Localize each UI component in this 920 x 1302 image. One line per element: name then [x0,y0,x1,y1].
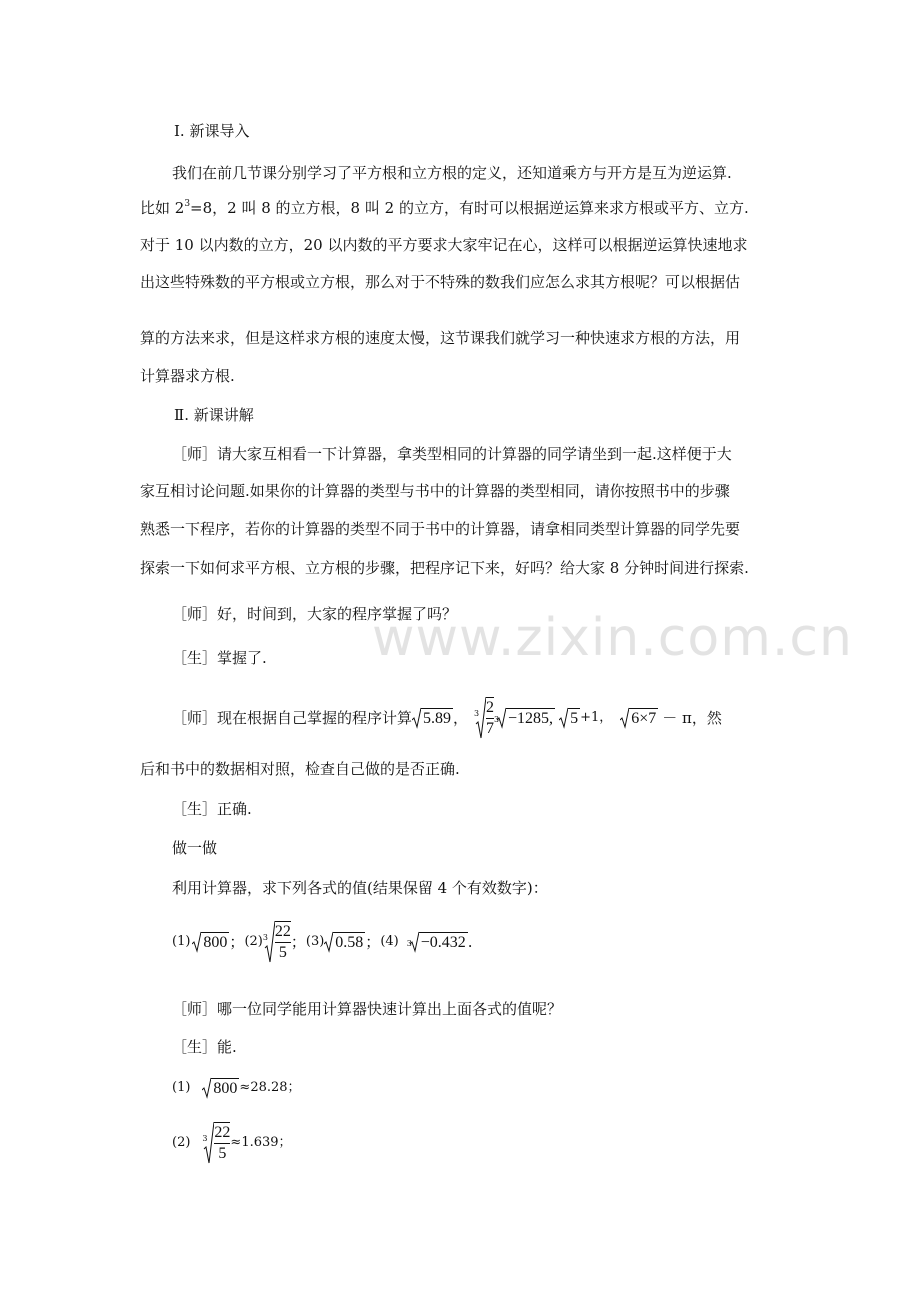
paragraph-line: ［师］请大家互相看一下计算器，拿类型相同的计算器的同学请坐到一起.这样便于大 [172,445,732,463]
item-label: (1) [172,934,191,949]
radicand: −1285, [508,710,554,727]
radicand: 800 [213,1080,238,1097]
denominator: 5 [218,1145,227,1162]
cbrt-fraction-expression [474,696,494,740]
exercise-line [172,920,473,964]
root-index: 3 [202,1134,208,1143]
section-heading-2: Ⅱ. 新课讲解 [174,406,254,424]
paragraph-line: 熟悉一下程序，若你的计算器的类型不同于书中的计算器，请拿相同类型计算器的同学先要 [140,520,741,538]
cbrt-expression [407,931,468,953]
root-index: 3 [262,933,268,942]
sqrt-expression [559,707,580,729]
numerator: 2 [486,699,495,716]
root-index: 3 [494,715,500,724]
numerator: 22 [214,1124,231,1141]
radicand: 5 [570,710,579,727]
text-span: － π，然 [662,709,722,727]
sqrt-expression [620,707,658,729]
numerator: 22 [274,923,291,940]
radicand: 0.58 [335,934,364,951]
superscript: 3 [184,199,191,209]
root-index: 3 [406,939,412,948]
paragraph-line: 出这些特殊数的平方根或立方根，那么对于不特殊的数我们应怎么求其方根呢？可以根据估 [140,273,741,291]
item-label: (2) [172,1135,191,1150]
item-label: (2) [244,934,263,949]
text-span: =8，2 叫 8 的立方根，8 叫 2 的立方，有时可以根据逆运算来求方根或平方、立方. [190,199,749,217]
paragraph-line: ［师］哪一位同学能用计算器快速计算出上面各式的值呢？ [172,1000,563,1018]
fraction [214,1122,230,1164]
text-span: ， [453,709,469,727]
item-label: (1) [172,1080,191,1095]
paragraph-line: 后和书中的数据相对照，检查自己做的是否正确. [140,760,460,778]
separator: ； [365,933,381,951]
radicand: 800 [203,934,228,951]
paragraph-line: ［师］好，时间到，大家的程序掌握了吗？ [172,605,458,623]
answer-line [172,1074,301,1102]
paragraph-line: 计算器求方根. [140,367,235,385]
radical-sign [324,931,333,953]
radical-sign [620,707,629,729]
paragraph-line: 算的方法来求，但是这样求方根的速度太慢，这节课我们就学习一种快速求方根的方法，用 [140,329,741,347]
section-heading-1: Ⅰ. 新课导入 [174,122,250,140]
paragraph-line: 家互相讨论问题.如果你的计算器的类型与书中的计算器的类型相同，请你按照书中的步骤 [140,482,730,500]
sqrt-expression [324,931,365,953]
radical-sign [412,707,421,729]
separator: ； [229,933,245,951]
cbrt-fraction-expression [202,1121,230,1165]
paragraph-line: ［生］能. [172,1038,237,1056]
answer-line [172,1118,292,1168]
paragraph-line: 探索一下如何求平方根、立方根的步骤，把程序记下来，好吗？给大家 8 分钟时间进行探索. [140,559,749,577]
paragraph-line: 我们在前几节课分别学习了平方根和立方根的定义，还知道乘方与开方是互为逆运算. [172,164,732,182]
paragraph-line: 利用计算器，求下列各式的值(结果保留 4 个有效数字)： [172,879,548,897]
answer-value: ≈28.28； [239,1080,301,1095]
paragraph-line: 对于 10 以内数的立方，20 以内数的平方要求大家牢记在心，这样可以根据逆运算快速地求 [140,236,748,254]
radicand: −0.432 [420,934,466,951]
radicand: 6×7 [631,710,657,727]
sqrt-expression [202,1077,239,1099]
radical-sign [202,1077,211,1099]
watermark: www.zixin.com.cn [372,608,853,668]
paragraph-line: ［生］掌握了. [172,649,267,667]
cbrt-expression [494,707,555,729]
separator: . [467,933,473,951]
paragraph-line [140,198,749,218]
separator: ； [290,933,306,951]
radical-sign [559,707,568,729]
sqrt-expression [192,931,229,953]
radicand: 5.89 [423,710,452,727]
denominator: 5 [278,944,287,961]
text-span: +1， [580,710,613,725]
item-label: (4) [380,934,399,949]
fraction [486,697,494,739]
root-index: 3 [474,709,480,718]
paragraph-line: 做一做 [172,839,218,857]
radical-sign [192,931,201,953]
fraction [275,921,291,963]
denominator: 7 [486,720,495,737]
answer-value: ≈1.639； [230,1135,292,1150]
cbrt-fraction-expression [263,920,291,964]
math-line [172,696,722,740]
item-label: (3) [305,934,325,949]
paragraph-line: ［生］正确. [172,800,252,818]
text-span: 比如 2 [140,199,185,217]
text-span: ［师］现在根据自己掌握的程序计算 [172,709,413,727]
sqrt-expression [412,707,453,729]
